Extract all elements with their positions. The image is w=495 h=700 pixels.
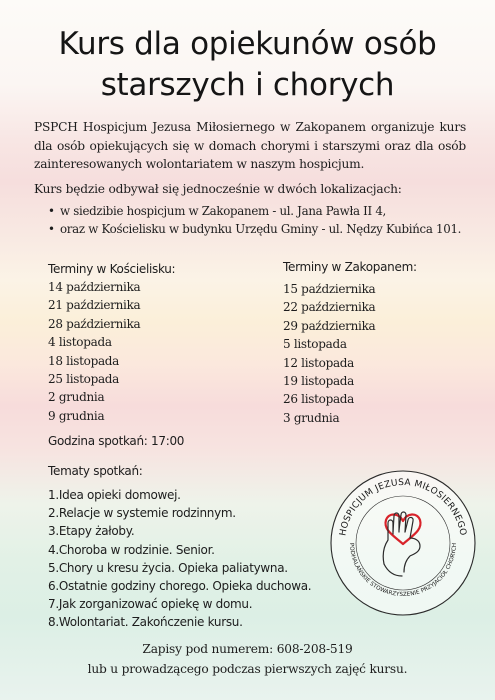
topic-item: 3.Etapy żałoby. xyxy=(48,524,135,539)
location-item: • w siedzibie hospicjum w Zakopanem - ul. Jana Pawła II 4, xyxy=(48,202,461,220)
zakopane-heading: Terminy w Zakopanem: xyxy=(283,260,417,274)
page-title-line-2: starszych i chorych xyxy=(100,67,395,103)
date-item: 21 października xyxy=(48,298,141,313)
date-item: 5 listopada xyxy=(283,337,347,352)
locations-list xyxy=(48,202,461,238)
locations-heading: Kurs będzie odbywał się jednocześnie w dwóch lokalizacjach: xyxy=(34,182,402,196)
date-item: 22 października xyxy=(283,300,376,315)
intro-paragraph: PSPCH Hospicjum Jezusa Miłosiernego w Zakopanem organizuje kurs dla osób opiekujących się w domach chorymi i starszymi oraz dla osób zainteresowanych wolontariatem w naszym hospicjum. xyxy=(34,120,466,171)
hospice-logo xyxy=(328,468,478,618)
location-item: • oraz w Kościelisku w budynku Urzędu Gminy - ul. Nędzy Kubińca 101. xyxy=(48,220,461,238)
date-item: 28 października xyxy=(48,316,141,331)
date-item: 9 grudnia xyxy=(48,408,105,423)
hospice-logo-seal xyxy=(328,468,478,618)
topic-item: 1.Idea opieki domowej. xyxy=(48,488,181,502)
topic-item: 5.Chory u kresu życia. Opieka paliatywna. xyxy=(48,560,288,575)
date-item: 25 listopada xyxy=(48,372,120,387)
date-item: 19 listopada xyxy=(283,374,355,389)
date-item: 3 grudnia xyxy=(283,410,340,425)
topic-item: 7.Jak zorganizować opiekę w domu. xyxy=(48,597,253,612)
logo-text-top: HOSPICJUM JEZUSA MIŁOSIERNEGO xyxy=(338,477,468,537)
topics-list xyxy=(48,486,311,632)
date-item: 15 października xyxy=(283,282,376,296)
topic-item: 6.Ostatnie godziny chorego. Opieka duchowa. xyxy=(48,579,312,594)
topics-heading: Tematy spotkań: xyxy=(48,464,143,478)
koscielisko-heading: Terminy w Kościelisku: xyxy=(48,262,176,276)
date-item: 4 listopada xyxy=(48,335,112,350)
footer-line-2: lub u prowadzącego podczas pierwszych zajęć kursu. xyxy=(87,662,408,676)
logo-text-bottom: PODHALAŃSKIE STOWARZYSZENIE PRZYJACIÓŁ CHORYCH xyxy=(347,542,459,599)
zakopane-dates xyxy=(283,280,375,427)
footer-line-1: Zapisy pod numerem: 608-208-519 xyxy=(142,642,353,656)
date-item: 29 października xyxy=(283,318,376,333)
topic-item: 8.Wolontariat. Zakończenie kursu. xyxy=(48,615,243,630)
page-title-line-1: Kurs dla opiekunów osób xyxy=(58,26,437,62)
topic-item: 4.Choroba w rodzinie. Senior. xyxy=(48,542,215,557)
date-item: 26 listopada xyxy=(283,392,355,407)
koscielisko-dates xyxy=(48,278,140,425)
date-item: 12 listopada xyxy=(283,355,355,370)
meeting-time: Godzina spotkań: 17:00 xyxy=(48,434,185,448)
date-item: 2 grudnia xyxy=(48,390,105,405)
date-item: 18 listopada xyxy=(48,353,120,368)
topic-item: 2.Relacje w systemie rodzinnym. xyxy=(48,506,236,521)
date-item: 14 października xyxy=(48,280,141,294)
